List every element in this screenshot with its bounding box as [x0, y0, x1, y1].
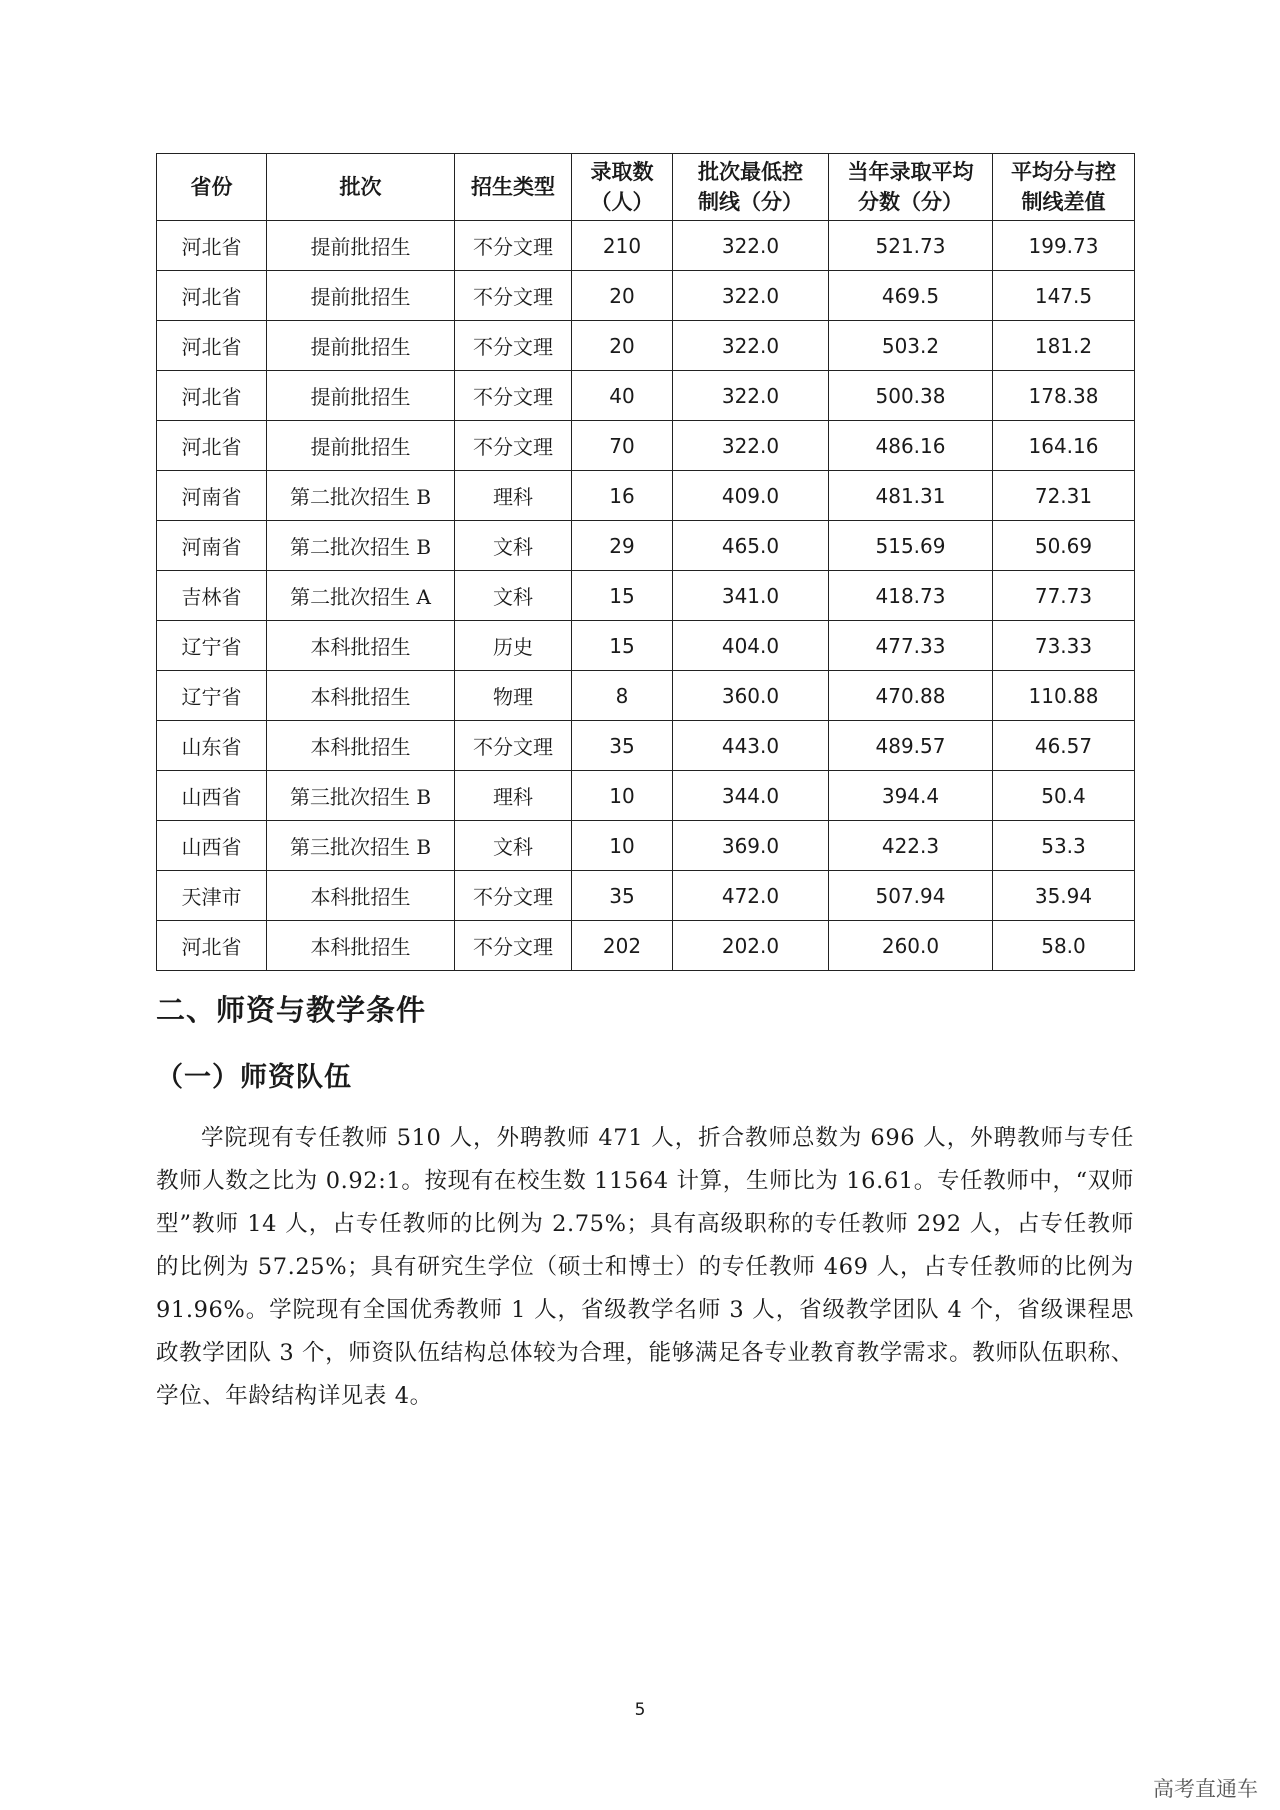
cell-score-diff: 77.73	[993, 571, 1135, 621]
cell-batch: 本科批招生	[267, 671, 455, 721]
cell-province: 山东省	[157, 721, 267, 771]
header-score-diff: 平均分与控 制线差值	[993, 154, 1135, 221]
cell-min-control-line: 443.0	[673, 721, 829, 771]
cell-province: 河南省	[157, 521, 267, 571]
header-batch: 批次	[267, 154, 455, 221]
cell-enroll-type: 文科	[455, 521, 572, 571]
cell-batch: 提前批招生	[267, 321, 455, 371]
cell-avg-score: 470.88	[829, 671, 993, 721]
table-row	[157, 421, 1135, 471]
cell-score-diff: 73.33	[993, 621, 1135, 671]
cell-avg-score: 260.0	[829, 921, 993, 971]
cell-province: 天津市	[157, 871, 267, 921]
cell-score-diff: 199.73	[993, 221, 1135, 271]
header-min-control-line: 批次最低控 制线（分）	[673, 154, 829, 221]
cell-enroll-type: 理科	[455, 471, 572, 521]
table-row	[157, 871, 1135, 921]
table-row	[157, 571, 1135, 621]
cell-province: 山西省	[157, 821, 267, 871]
cell-min-control-line: 322.0	[673, 421, 829, 471]
cell-batch: 提前批招生	[267, 221, 455, 271]
cell-admitted-count: 10	[572, 771, 673, 821]
cell-avg-score: 521.73	[829, 221, 993, 271]
cell-enroll-type: 不分文理	[455, 221, 572, 271]
cell-score-diff: 53.3	[993, 821, 1135, 871]
cell-enroll-type: 物理	[455, 671, 572, 721]
page-number: 5	[634, 1700, 646, 1720]
cell-batch: 提前批招生	[267, 271, 455, 321]
cell-enroll-type: 不分文理	[455, 271, 572, 321]
cell-min-control-line: 409.0	[673, 471, 829, 521]
cell-province: 吉林省	[157, 571, 267, 621]
cell-batch: 提前批招生	[267, 371, 455, 421]
cell-enroll-type: 不分文理	[455, 921, 572, 971]
cell-batch: 本科批招生	[267, 621, 455, 671]
cell-score-diff: 164.16	[993, 421, 1135, 471]
cell-avg-score: 481.31	[829, 471, 993, 521]
table-body	[157, 221, 1135, 971]
cell-enroll-type: 理科	[455, 771, 572, 821]
header-avg-score: 当年录取平均 分数（分）	[829, 154, 993, 221]
table-row	[157, 621, 1135, 671]
watermark: 高考直通车	[1153, 1777, 1258, 1801]
cell-min-control-line: 344.0	[673, 771, 829, 821]
cell-enroll-type: 历史	[455, 621, 572, 671]
cell-batch: 第二批次招生 B	[267, 471, 455, 521]
table-header-row	[157, 154, 1135, 221]
cell-enroll-type: 不分文理	[455, 321, 572, 371]
cell-score-diff: 50.69	[993, 521, 1135, 571]
cell-score-diff: 46.57	[993, 721, 1135, 771]
cell-min-control-line: 322.0	[673, 371, 829, 421]
table-row	[157, 821, 1135, 871]
cell-batch: 本科批招生	[267, 721, 455, 771]
cell-province: 辽宁省	[157, 671, 267, 721]
cell-avg-score: 489.57	[829, 721, 993, 771]
cell-admitted-count: 20	[572, 271, 673, 321]
cell-enroll-type: 不分文理	[455, 421, 572, 471]
cell-admitted-count: 15	[572, 621, 673, 671]
cell-province: 河北省	[157, 371, 267, 421]
cell-min-control-line: 341.0	[673, 571, 829, 621]
section-title: 二、师资与教学条件	[156, 993, 427, 1027]
table-row	[157, 321, 1135, 371]
cell-avg-score: 469.5	[829, 271, 993, 321]
cell-avg-score: 507.94	[829, 871, 993, 921]
cell-admitted-count: 16	[572, 471, 673, 521]
cell-admitted-count: 210	[572, 221, 673, 271]
cell-score-diff: 35.94	[993, 871, 1135, 921]
cell-admitted-count: 15	[572, 571, 673, 621]
cell-admitted-count: 202	[572, 921, 673, 971]
cell-score-diff: 181.2	[993, 321, 1135, 371]
cell-avg-score: 486.16	[829, 421, 993, 471]
cell-min-control-line: 404.0	[673, 621, 829, 671]
cell-min-control-line: 322.0	[673, 321, 829, 371]
cell-enroll-type: 文科	[455, 821, 572, 871]
table-row	[157, 671, 1135, 721]
cell-min-control-line: 360.0	[673, 671, 829, 721]
cell-batch: 提前批招生	[267, 421, 455, 471]
cell-province: 河南省	[157, 471, 267, 521]
cell-score-diff: 147.5	[993, 271, 1135, 321]
cell-admitted-count: 70	[572, 421, 673, 471]
cell-admitted-count: 10	[572, 821, 673, 871]
cell-min-control-line: 472.0	[673, 871, 829, 921]
cell-avg-score: 422.3	[829, 821, 993, 871]
cell-province: 河北省	[157, 271, 267, 321]
cell-min-control-line: 465.0	[673, 521, 829, 571]
cell-min-control-line: 322.0	[673, 221, 829, 271]
cell-avg-score: 418.73	[829, 571, 993, 621]
cell-batch: 第三批次招生 B	[267, 821, 455, 871]
cell-admitted-count: 35	[572, 721, 673, 771]
cell-min-control-line: 202.0	[673, 921, 829, 971]
cell-score-diff: 110.88	[993, 671, 1135, 721]
cell-enroll-type: 不分文理	[455, 371, 572, 421]
cell-batch: 第三批次招生 B	[267, 771, 455, 821]
cell-admitted-count: 29	[572, 521, 673, 571]
cell-enroll-type: 文科	[455, 571, 572, 621]
cell-province: 河北省	[157, 221, 267, 271]
admission-table	[156, 153, 1135, 971]
cell-score-diff: 72.31	[993, 471, 1135, 521]
cell-score-diff: 178.38	[993, 371, 1135, 421]
cell-province: 河北省	[157, 421, 267, 471]
header-admitted-count: 录取数 （人）	[572, 154, 673, 221]
header-province: 省份	[157, 154, 267, 221]
cell-batch: 本科批招生	[267, 871, 455, 921]
cell-avg-score: 500.38	[829, 371, 993, 421]
cell-min-control-line: 369.0	[673, 821, 829, 871]
cell-admitted-count: 20	[572, 321, 673, 371]
cell-admitted-count: 40	[572, 371, 673, 421]
cell-batch: 本科批招生	[267, 921, 455, 971]
cell-enroll-type: 不分文理	[455, 871, 572, 921]
cell-batch: 第二批次招生 B	[267, 521, 455, 571]
cell-province: 河北省	[157, 321, 267, 371]
cell-avg-score: 503.2	[829, 321, 993, 371]
table-row	[157, 771, 1135, 821]
cell-admitted-count: 8	[572, 671, 673, 721]
table-row	[157, 371, 1135, 421]
cell-enroll-type: 不分文理	[455, 721, 572, 771]
cell-avg-score: 394.4	[829, 771, 993, 821]
cell-avg-score: 477.33	[829, 621, 993, 671]
cell-min-control-line: 322.0	[673, 271, 829, 321]
table-row	[157, 521, 1135, 571]
table-row	[157, 721, 1135, 771]
subsection-title: （一）师资队伍	[156, 1062, 352, 1093]
cell-score-diff: 50.4	[993, 771, 1135, 821]
cell-batch: 第二批次招生 A	[267, 571, 455, 621]
cell-province: 山西省	[157, 771, 267, 821]
cell-avg-score: 515.69	[829, 521, 993, 571]
table-row	[157, 471, 1135, 521]
table-row	[157, 221, 1135, 271]
header-enroll-type: 招生类型	[455, 154, 572, 221]
cell-province: 辽宁省	[157, 621, 267, 671]
table-row	[157, 271, 1135, 321]
table-row	[157, 921, 1135, 971]
cell-admitted-count: 35	[572, 871, 673, 921]
cell-score-diff: 58.0	[993, 921, 1135, 971]
body-paragraph: 学院现有专任教师 510 人，外聘教师 471 人，折合教师总数为 696 人，外聘教师与专任教师人数之比为 0.92:1。按现有在校生数 11564 计算，生师比为 16.61。专任教师中，“双师型”教师 14 人，占专任教师的比例为 2.75%；具有高级职称的专任教师 292 人，占专任教师的比例为 57.25%；具有研究生学位（硕士和博士）的专任教师 469 人，占专任教师的比例为 91.96%。学院现有全国优秀教师 1 人，省级教学名师 3 人，省级教学团队 4 个，省级课程思政教学团队 3 个，师资队伍结构总体较为合理，能够满足各专业教育教学需求。教师队伍职称、学位、年龄结构详见表 4。	[156, 1125, 1134, 1409]
cell-province: 河北省	[157, 921, 267, 971]
